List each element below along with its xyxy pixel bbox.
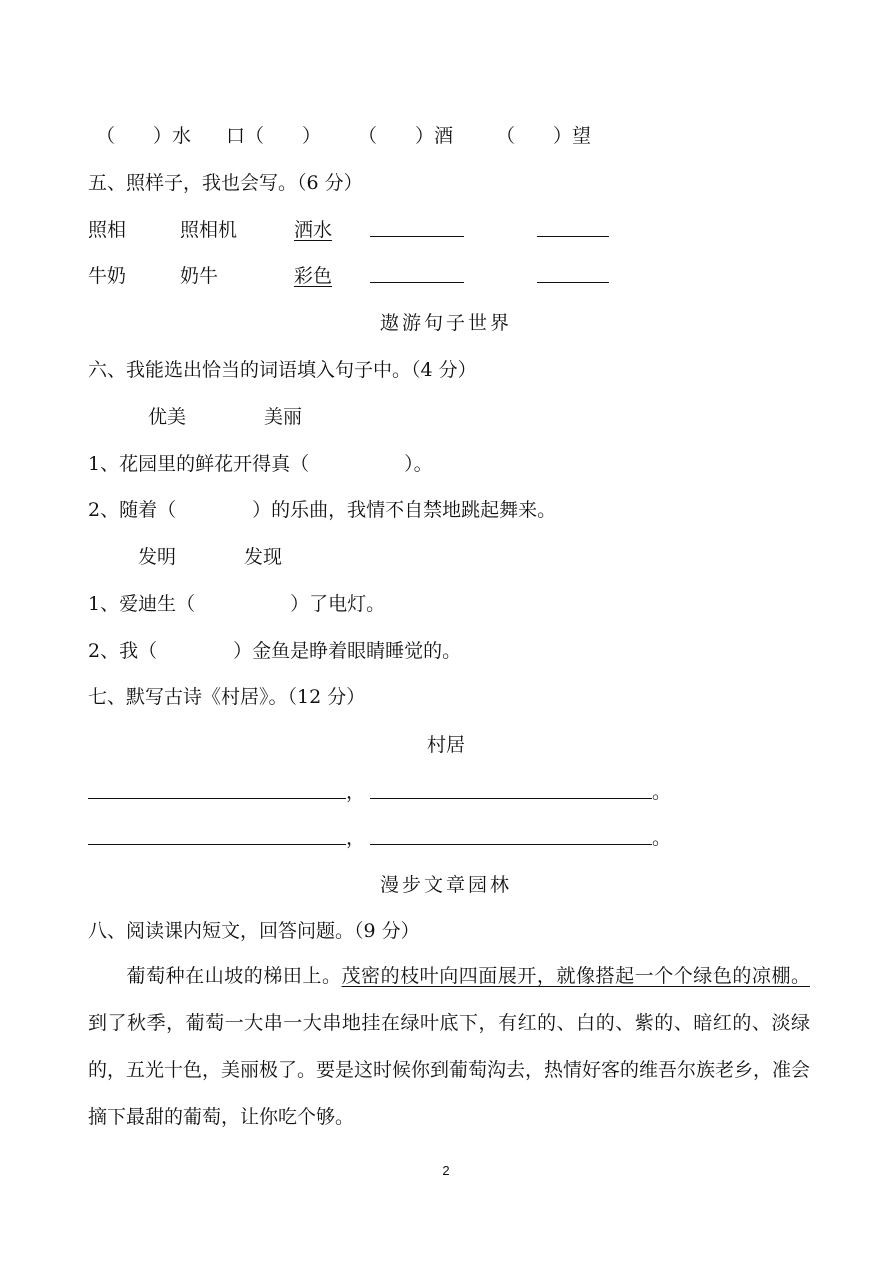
q5-row2-a: 牛奶 [88, 265, 127, 287]
q6-word-option: 发明 [138, 546, 177, 568]
period: 。 [652, 781, 672, 803]
fill-word-3: （ ）酒 [358, 125, 454, 147]
q5-row2-b: 奶牛 [180, 265, 219, 287]
poem-line-blank[interactable] [88, 780, 346, 799]
q6-heading: 六、我能选出恰当的词语填入句子中。（4 分） [88, 359, 477, 381]
q7-heading: 七、默写古诗《村居》。（12 分） [88, 686, 366, 708]
reading-passage [88, 953, 810, 1141]
poem-line-blank[interactable] [370, 826, 652, 845]
q5-row1-a: 照相 [88, 219, 127, 241]
q5-row1-b: 照相机 [180, 219, 238, 241]
q5-row1-example: 洒水 [294, 219, 333, 241]
fill-word-4: （ ）望 [496, 125, 592, 147]
q6-word-option: 优美 [148, 406, 187, 428]
comma: ， [346, 827, 366, 849]
passage-rest: 到了秋季，葡萄一大串一大串地挂在绿叶底下，有红的、白的、紫的、暗红的、淡绿的，五光十色，美丽极了。要是这时候你到葡萄沟去，热情好客的维吾尔族老乡，准会摘下最甜的葡萄，让你吃个够。 [88, 1012, 811, 1128]
q5-heading: 五、照样子，我也会写。（6 分） [88, 172, 363, 194]
section-title-articles: 漫步文章园林 [379, 874, 512, 896]
comma: ， [346, 781, 366, 803]
q6-word-option: 美丽 [264, 406, 303, 428]
poem-line-blank[interactable] [370, 780, 652, 799]
q6-sentence-3: 1、爱迪生（ ）了电灯。 [88, 593, 386, 615]
section-title-sentences: 遨游句子世界 [379, 312, 512, 334]
q6-sentence-4: 2、我（ ）金鱼是睁着眼睛睡觉的。 [88, 640, 462, 662]
period: 。 [652, 827, 672, 849]
q6-word-option: 发现 [244, 546, 283, 568]
answer-blank[interactable] [537, 264, 609, 283]
poem-title: 村居 [426, 734, 465, 756]
poem-line-blank[interactable] [88, 826, 346, 845]
q5-row2-example: 彩色 [294, 265, 333, 287]
answer-blank[interactable] [370, 218, 464, 237]
fill-word-2: 口（ ） [226, 125, 322, 147]
passage-underlined-sentence: 茂密的枝叶向四面展开，就像搭起一个个绿色的凉棚。 [341, 965, 810, 987]
fill-word-1: （ ）水 [96, 125, 192, 147]
q8-heading: 八、阅读课内短文，回答问题。（9 分） [88, 920, 420, 942]
answer-blank[interactable] [370, 264, 464, 283]
page-number: 2 [442, 1163, 450, 1178]
q6-sentence-2: 2、随着（ ）的乐曲，我情不自禁地跳起舞来。 [88, 499, 557, 521]
answer-blank[interactable] [537, 218, 609, 237]
q6-sentence-1: 1、花园里的鲜花开得真（ ）。 [88, 453, 433, 475]
passage-start: 葡萄种在山坡的梯田上。 [126, 965, 342, 987]
